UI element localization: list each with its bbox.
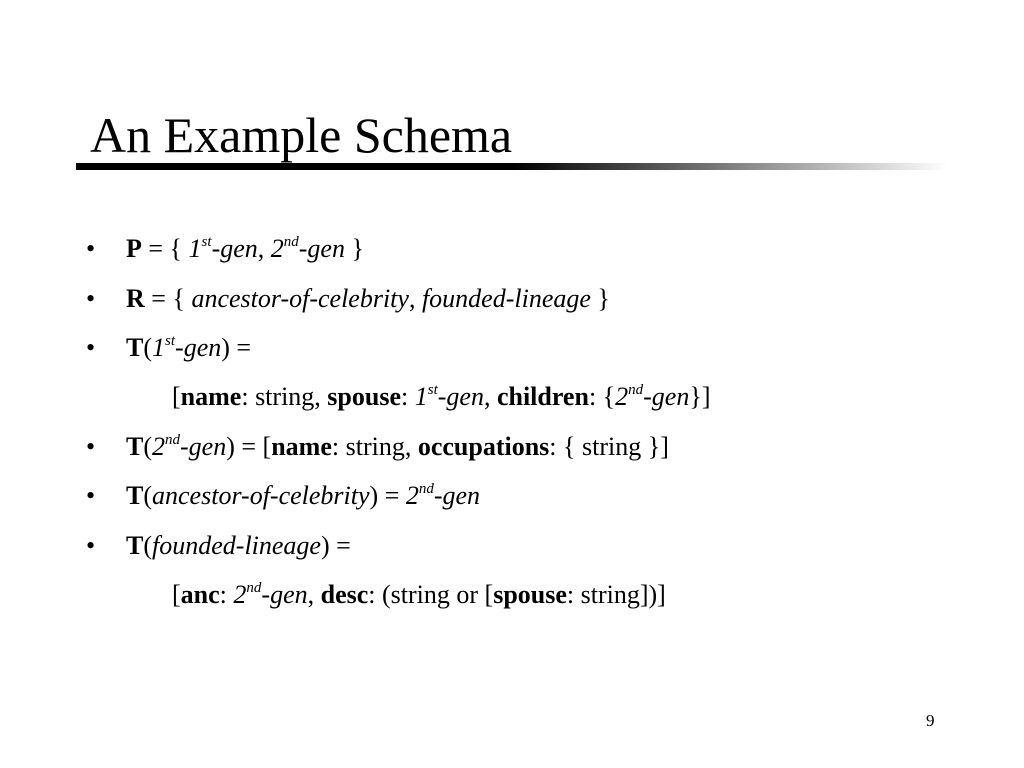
text-run: = { [141,234,189,263]
bullet-text [126,480,480,512]
superscript: st [427,382,438,398]
italic-text: -gen [175,333,222,362]
text-run: } [590,284,610,313]
title-underline [76,163,948,170]
text-run: , [408,284,422,313]
bold-text: T [126,333,144,362]
italic-text: founded-lineage [152,531,321,560]
bold-text: spouse [493,580,567,609]
superscript: nd [283,234,299,250]
text-run: [ [172,580,181,609]
text-run: [ [172,382,181,411]
italic-text: 2 [615,382,629,411]
text-run: ) = [221,333,252,362]
bullet-marker: • [86,531,96,560]
bold-text: anc [180,580,220,609]
bold-text: T [126,531,144,560]
bold-text: spouse [327,382,401,411]
bullet-text [172,381,710,413]
page-number: 9 [926,711,935,730]
text-run: : { string }] [549,432,669,461]
italic-text: -gen [180,432,227,461]
superscript: st [165,333,176,349]
bold-text: T [126,432,144,461]
bullet-marker: • [86,234,96,263]
bold-text: P [126,234,142,263]
text-run: , [307,580,321,609]
italic-text: 2 [405,481,419,510]
italic-text: 1 [152,333,166,362]
text-run: : string])] [566,580,666,609]
text-run: ) = [369,481,406,510]
text-run: : string, [241,382,328,411]
italic-text: -gen [433,481,481,510]
bold-text: desc [320,580,369,609]
bullet-text [126,530,351,562]
text-run: ( [143,481,153,510]
text-run: ) = [ [226,432,272,461]
text-run: = { [144,284,192,313]
bullet-text [126,233,364,265]
bullet-marker: • [86,333,96,362]
italic-text: 2 [233,580,247,609]
text-run: ( [143,531,153,560]
superscript: nd [165,432,181,448]
text-run: , [257,234,271,263]
bullet-text [126,283,610,315]
bullet-marker: • [86,481,96,510]
italic-text: founded-lineage [421,284,591,313]
bold-text: name [271,432,332,461]
text-run: : { [588,382,616,411]
text-run: : [401,382,415,411]
text-run: : [219,580,234,609]
italic-text: -gen [643,382,690,411]
italic-text: 2 [270,234,284,263]
bullet-text [126,431,669,463]
text-run: , [483,382,497,411]
superscript: st [201,234,212,250]
text-run: } [344,234,364,263]
italic-text: -gen [298,234,345,263]
bold-text: T [126,481,144,510]
bullet-marker: • [86,432,96,461]
text-run: : (string or [ [368,580,494,609]
bullet-text [172,579,666,611]
italic-text: -gen [211,234,258,263]
superscript: nd [246,580,262,596]
bold-text: R [126,284,145,313]
bullet-marker: • [86,284,96,313]
text-run: ) = [320,531,351,560]
text-run: ( [143,333,153,362]
italic-text: 1 [188,234,202,263]
superscript: nd [418,481,434,497]
superscript: nd [628,382,644,398]
bold-text: children [496,382,589,411]
slide-title: An Example Schema [90,107,513,163]
bold-text: occupations [417,432,550,461]
text-run: : string, [331,432,418,461]
bold-text: name [180,382,242,411]
italic-text: 1 [414,382,428,411]
bullet-text [126,332,251,364]
text-run: ( [143,432,153,461]
italic-text: -gen [437,382,484,411]
italic-text: 2 [152,432,166,461]
italic-text: -gen [261,580,308,609]
text-run: }] [689,382,711,411]
italic-text: ancestor-of-celebrity [152,481,370,510]
italic-text: ancestor-of-celebrity [191,284,409,313]
